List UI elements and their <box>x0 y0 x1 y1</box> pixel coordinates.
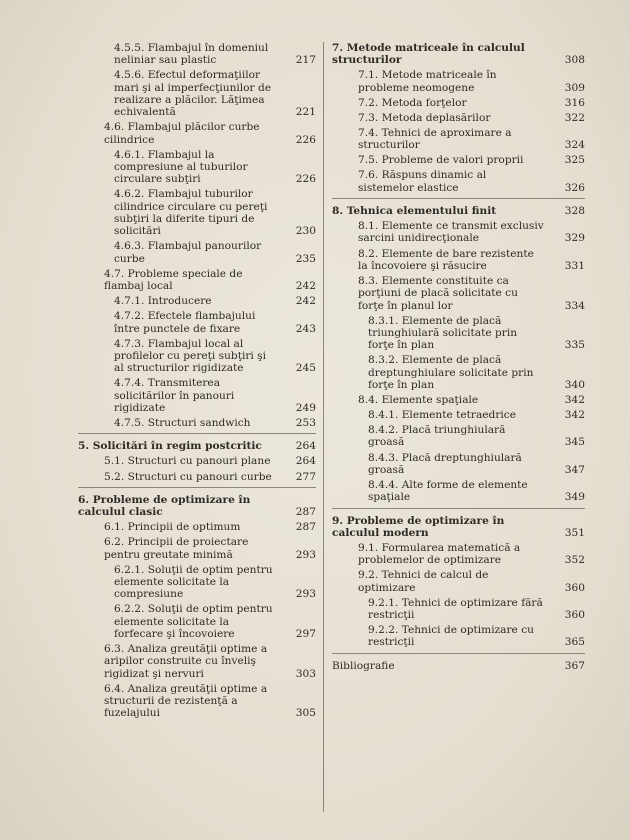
toc-entry <box>332 452 585 477</box>
entry-title: Flambajul în domeniul neliniar sau plastic <box>114 42 269 67</box>
entry-number: 9. <box>332 514 344 527</box>
entry-title: Metode matriceale în calculul structurilor <box>332 42 525 67</box>
page-number: 230 <box>295 225 316 238</box>
entry-number: 6.2. <box>104 536 125 549</box>
page-number: 340 <box>564 378 585 391</box>
toc-entry <box>78 521 316 533</box>
page-number: 309 <box>564 81 585 94</box>
entry-number: 7.5. <box>358 154 379 167</box>
entry-title: Structuri sandwich <box>147 417 251 430</box>
page-number: 365 <box>564 636 585 649</box>
entry-title: Elemente de placă triunghiulară solicitate prin forţe în plan <box>368 314 518 352</box>
page-number: 347 <box>564 463 585 476</box>
entry-number: 5.2. <box>104 470 125 483</box>
section-separator <box>78 433 316 434</box>
page-number: 326 <box>564 181 585 194</box>
entry-title: Analiza greutăţii optime a aripilor construite cu înveliş rigidizat şi nervuri <box>104 643 268 680</box>
entry-title: Tehnici de aproximare a structurilor <box>358 126 512 152</box>
page-number: 308 <box>564 54 585 67</box>
toc-chapter <box>78 440 316 452</box>
entry-number: 9.2.2. <box>368 624 399 637</box>
entry-title: Probleme de valori proprii <box>381 154 524 167</box>
toc-entry <box>78 121 316 146</box>
toc-entry <box>332 315 585 352</box>
entry-title: Introducere <box>147 295 212 308</box>
entry-title: Metode matriceale în probleme neomogene <box>358 69 497 94</box>
entry-title: Efectele flambajului între punctele de fixare <box>114 310 256 335</box>
entry-number: 4.6. <box>104 121 125 134</box>
entry-title: Elemente tetraedrice <box>401 409 516 422</box>
toc-entry <box>78 455 316 467</box>
page-number: 305 <box>295 707 316 720</box>
toc-entry <box>332 248 585 273</box>
entry-title: Placă triunghiulară groasă <box>368 424 506 449</box>
toc-entry <box>78 377 316 414</box>
toc-entry <box>78 310 316 335</box>
entry-number: 4.6.3. <box>114 240 145 253</box>
page-number: 249 <box>295 401 316 414</box>
page-number: 322 <box>564 111 585 124</box>
toc-entry <box>332 169 585 194</box>
entry-title: Probleme de optimizare în calculul clasic <box>78 493 251 519</box>
toc-left-column <box>78 42 316 722</box>
toc-entry <box>332 275 585 312</box>
entry-number: 6.2.1. <box>114 563 145 576</box>
page-number: 352 <box>564 554 585 567</box>
entry-number: 8.4.3. <box>368 451 399 464</box>
page-number: 360 <box>564 609 585 622</box>
entry-title: Formularea matematică a problemelor de optimizare <box>358 541 521 567</box>
entry-title: Structuri cu panouri curbe <box>127 470 272 483</box>
column-divider <box>323 42 324 812</box>
entry-number: 9.2.1. <box>368 596 399 609</box>
entry-title: Flambajul plăcilor curbe cilindrice <box>104 121 260 146</box>
toc-entry <box>78 69 316 118</box>
toc-entry <box>78 42 316 67</box>
page-number: 329 <box>564 232 585 245</box>
entry-title: Alte forme de elemente spaţiale <box>368 478 528 504</box>
entry-title: Bibliografie <box>332 659 395 672</box>
section-separator <box>332 508 585 509</box>
entry-number: 5. <box>78 440 90 453</box>
toc-entry <box>78 149 316 186</box>
entry-title: Metoda forţelor <box>381 96 467 109</box>
entry-number: 6. <box>78 493 90 506</box>
entry-title: Elemente de bare rezistente la încovoiere şi răsucire <box>358 247 534 272</box>
entry-title: Soluţii de optim pentru elemente solicitate la compresiune <box>114 563 273 601</box>
entry-number: 8.4.1. <box>368 409 399 422</box>
toc-entry <box>332 597 585 622</box>
entry-number: 5.1. <box>104 455 125 468</box>
page-number: 297 <box>295 628 316 641</box>
page-number: 242 <box>295 280 316 293</box>
entry-number: 4.6.2. <box>114 188 145 201</box>
page-number: 316 <box>564 96 585 109</box>
entry-title: Probleme de optimizare în calculul modern <box>332 514 505 539</box>
toc-entry <box>78 471 316 483</box>
toc-right-column <box>332 42 585 675</box>
toc-entry <box>78 564 316 601</box>
toc-entry <box>78 683 316 720</box>
page-number: 264 <box>295 440 316 453</box>
entry-number: 7.2. <box>358 96 379 109</box>
entry-number: 8.4.4. <box>368 478 399 491</box>
entry-number: 4.6.1. <box>114 148 145 161</box>
entry-number: 8.4. <box>358 393 379 406</box>
entry-title: Principii de optimum <box>127 521 241 534</box>
entry-number: 8.3.2. <box>368 354 399 367</box>
page-number: 351 <box>564 526 585 539</box>
page-number: 293 <box>295 588 316 601</box>
page-number: 360 <box>564 581 585 594</box>
page-number: 287 <box>295 521 316 534</box>
toc-entry <box>78 603 316 640</box>
toc-chapter <box>332 42 585 67</box>
toc-entry <box>332 97 585 109</box>
page-number: 287 <box>295 506 316 519</box>
page-number: 277 <box>295 470 316 483</box>
entry-number: 7. <box>332 42 344 54</box>
page-number: 331 <box>564 259 585 272</box>
toc-entry <box>332 354 585 391</box>
entry-number: 4.7.4. <box>114 377 145 390</box>
page-number: 253 <box>295 417 316 430</box>
page-number: 342 <box>564 409 585 422</box>
toc-entry <box>332 220 585 245</box>
toc-entry <box>78 268 316 293</box>
entry-number: 6.1. <box>104 521 125 534</box>
page-number: 328 <box>564 205 585 218</box>
entry-title: Flambajul la compresiune al tuburilor circulare subţiri <box>114 148 248 186</box>
entry-number: 8.1. <box>358 220 379 233</box>
entry-number: 4.5.6. <box>114 69 145 82</box>
entry-number: 7.3. <box>358 111 379 124</box>
entry-title: Elemente ce transmit exclusiv sarcini unidirecţionale <box>358 220 544 245</box>
toc-entry <box>332 569 585 594</box>
entry-number: 9.2. <box>358 569 379 582</box>
page-number: 367 <box>564 659 585 672</box>
entry-title: Flambajul tuburilor cilindrice circulare cu pereţi subţiri la diferite tipuri de solicitări <box>114 188 268 238</box>
section-separator <box>332 198 585 199</box>
entry-title: Flambajul local al profilelor cu pereţi subţiri şi al structurilor rigidizate <box>114 337 266 375</box>
entry-number: 8.4.2. <box>368 424 399 437</box>
toc-entry <box>332 479 585 504</box>
entry-number: 4.7.3. <box>114 337 145 350</box>
entry-number: 6.4. <box>104 682 125 695</box>
entry-title: Tehnici de optimizare fără restricţii <box>368 596 543 622</box>
entry-title: Răspuns dinamic al sistemelor elastice <box>358 169 487 194</box>
entry-number: 7.1. <box>358 69 379 82</box>
entry-number: 4.7. <box>104 267 125 280</box>
toc-entry <box>78 338 316 375</box>
toc-chapter <box>78 494 316 519</box>
page-number: 221 <box>295 106 316 119</box>
entry-title: Tehnici de optimizare cu restricţii <box>368 624 534 649</box>
toc-chapter <box>332 515 585 540</box>
entry-number: 8.2. <box>358 247 379 260</box>
entry-number: 8.3.1. <box>368 314 399 327</box>
toc-entry <box>332 424 585 449</box>
section-separator <box>78 487 316 488</box>
toc-entry <box>78 536 316 561</box>
entry-number: 7.6. <box>358 169 379 182</box>
page-number: 325 <box>564 154 585 167</box>
entry-title: Flambajul panourilor curbe <box>114 240 262 265</box>
entry-number: 9.1. <box>358 541 379 554</box>
page-number: 334 <box>564 299 585 312</box>
toc-chapter <box>332 205 585 217</box>
page-number: 303 <box>295 667 316 680</box>
page-number: 226 <box>295 173 316 186</box>
entry-number: 6.2.2. <box>114 603 145 616</box>
page-number: 242 <box>295 295 316 308</box>
entry-number: 4.7.2. <box>114 310 145 323</box>
entry-title: Probleme speciale de flambaj local <box>104 267 243 293</box>
entry-title: Metoda deplasărilor <box>381 111 491 124</box>
toc-entry <box>332 409 585 421</box>
page-number: 349 <box>564 491 585 504</box>
entry-number: 6.3. <box>104 643 125 656</box>
entry-title: Analiza greutăţii optime a structurii de rezistenţă a fuzelajului <box>104 682 268 720</box>
page-number: 264 <box>295 455 316 468</box>
page-number: 226 <box>295 133 316 146</box>
toc-entry <box>332 394 585 406</box>
entry-title: Tehnici de calcul de optimizare <box>358 569 489 594</box>
toc-entry <box>78 240 316 265</box>
toc-entry <box>332 69 585 94</box>
page-number: 235 <box>295 252 316 265</box>
entry-number: 8. <box>332 205 344 218</box>
toc-entry <box>332 127 585 152</box>
toc-entry <box>332 154 585 166</box>
entry-number: 7.4. <box>358 126 379 139</box>
entry-title: Efectul deformaţiilor mari şi al imperfecţiunilor de realizare a plăcilor. Lăţimea echivalentă <box>114 69 272 119</box>
entry-title: Structuri cu panouri plane <box>127 455 271 468</box>
entry-number: 4.7.1. <box>114 295 145 308</box>
entry-title: Solicitări în regim postcritic <box>92 440 262 453</box>
entry-title: Elemente de placă dreptunghiulare solicitate prin forţe în plan <box>368 354 534 391</box>
page-number: 217 <box>295 54 316 67</box>
page-number: 345 <box>564 436 585 449</box>
entry-title: Elemente constituite ca porţiuni de placă solicitate cu forţe în planul lor <box>358 274 518 312</box>
toc-entry <box>332 542 585 567</box>
toc-entry <box>78 295 316 307</box>
page-number: 293 <box>295 548 316 561</box>
entry-title: Principii de proiectare pentru greutate minimă <box>104 536 249 561</box>
page-number: 245 <box>295 362 316 375</box>
page-number: 342 <box>564 393 585 406</box>
entry-number: 4.7.5. <box>114 417 145 430</box>
toc-entry <box>332 624 585 649</box>
section-separator <box>332 653 585 654</box>
entry-number: 8.3. <box>358 274 379 287</box>
entry-title: Transmiterea solicitărilor în panouri rigidizate <box>114 377 235 414</box>
entry-number: 4.5.5. <box>114 42 145 54</box>
entry-title: Elemente spaţiale <box>381 393 479 406</box>
toc-bibliography <box>332 660 585 672</box>
page-number: 335 <box>564 339 585 352</box>
toc-entry <box>78 643 316 680</box>
page-number: 324 <box>564 139 585 152</box>
entry-title: Placă dreptunghiulară groasă <box>368 451 522 476</box>
entry-title: Soluţii de optim pentru elemente solicitate la forfecare şi încovoiere <box>114 603 273 641</box>
toc-entry <box>78 417 316 429</box>
toc-entry <box>78 188 316 237</box>
toc-entry <box>332 112 585 124</box>
entry-title: Tehnica elementului finit <box>346 205 497 218</box>
page-number: 243 <box>295 322 316 335</box>
